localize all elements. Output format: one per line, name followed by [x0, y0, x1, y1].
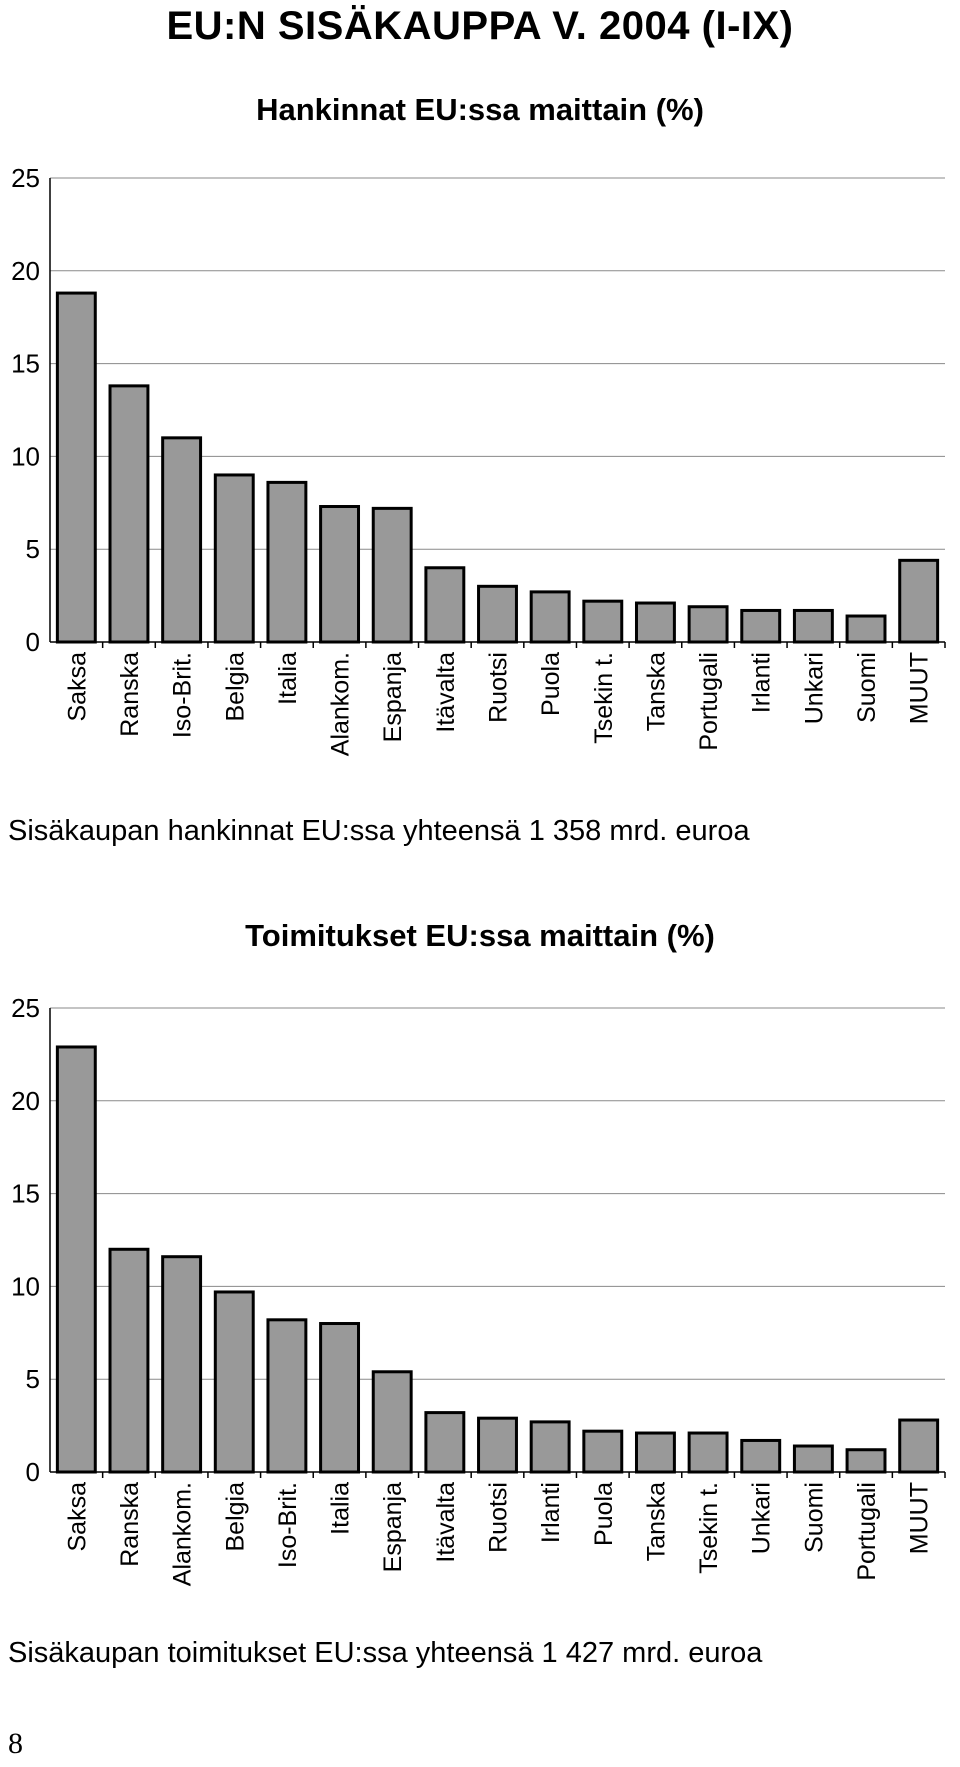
chart2-y-tick-label: 0: [25, 1457, 40, 1487]
chart2-category-label: Itävalta: [431, 1482, 460, 1563]
chart2-category-label: Ruotsi: [484, 1482, 513, 1553]
chart2-y-tick-label: 5: [25, 1364, 40, 1395]
chart2-y-tick-label: 10: [11, 1271, 40, 1302]
chart2-bar: [57, 1047, 95, 1472]
chart1-y-tick-label: 20: [11, 255, 40, 286]
chart2-category-label: MUUT: [905, 1482, 934, 1555]
chart2-title: Toimitukset EU:ssa maittain (%): [245, 918, 715, 953]
chart1-title: Hankinnat EU:ssa maittain (%): [256, 92, 704, 127]
chart2-bar: [373, 1372, 411, 1472]
chart1-y-tick-label: 25: [11, 163, 40, 193]
chart1-category-label: Ruotsi: [484, 652, 513, 723]
chart2-category-label: Irlanti: [537, 1482, 566, 1544]
chart2-bar: [847, 1450, 885, 1472]
chart2-bar: [110, 1249, 148, 1472]
chart1-category-label: Belgia: [221, 652, 250, 722]
chart2-category-label: Saksa: [63, 1482, 92, 1552]
chart2-bar: [584, 1431, 622, 1472]
chart2-y-tick-label: 25: [11, 993, 40, 1023]
chart1-category-label: Irlanti: [747, 652, 776, 714]
chart2-bar: [636, 1433, 674, 1472]
chart1-category-label: Portugali: [695, 652, 724, 751]
chart2-bar: [426, 1413, 464, 1472]
chart2-category-label: Unkari: [747, 1482, 776, 1555]
chart2-category-label: Espanja: [379, 1482, 408, 1573]
chart2-category-label: Ranska: [115, 1482, 144, 1567]
chart2-bar: [900, 1420, 938, 1472]
chart2-category-label: Tsekin t.: [695, 1482, 724, 1574]
chart2-bar: [689, 1433, 727, 1472]
chart2-bar: [163, 1257, 201, 1472]
chart1-category-label: Tanska: [642, 652, 671, 732]
chart1-category-label: Saksa: [63, 652, 92, 722]
page-title: EU:N SISÄKAUPPA V. 2004 (I-IX): [166, 4, 794, 48]
chart2-category-label: Tanska: [642, 1482, 671, 1562]
chart2-bar: [742, 1440, 780, 1472]
chart1-category-label: MUUT: [905, 652, 934, 725]
chart2-category-label: Suomi: [800, 1482, 829, 1553]
chart2-category-label: Italia: [326, 1482, 355, 1535]
chart1-category-label: Unkari: [800, 652, 829, 725]
chart1-total-note: Sisäkaupan hankinnat EU:ssa yhteensä 1 358 mrd. euroa: [8, 815, 750, 847]
chart2-bar: [794, 1446, 832, 1472]
chart2-category-label: Portugali: [853, 1482, 882, 1581]
chart1-category-label: Tsekin t.: [589, 652, 618, 744]
chart1-category-label: Puola: [537, 652, 566, 716]
chart2-total-note: Sisäkaupan toimitukset EU:ssa yhteensä 1 427 mrd. euroa: [8, 1637, 763, 1669]
chart1-category-label: Italia: [273, 652, 302, 705]
chart2-bar: [321, 1324, 359, 1472]
chart1-category-label: Iso-Brit.: [168, 652, 197, 739]
chart2-category-label: Iso-Brit.: [273, 1482, 302, 1569]
chart1-category-label: Espanja: [379, 652, 408, 743]
chart2-bar: [268, 1320, 306, 1472]
chart1-category-label: Itävalta: [431, 652, 460, 733]
chart2-y-tick-label: 20: [11, 1085, 40, 1116]
chart2-bar: [531, 1422, 569, 1472]
chart2-category-label: Puola: [589, 1482, 618, 1546]
chart1-category-label: Alankom.: [326, 652, 355, 757]
chart2-category-label: Belgia: [221, 1482, 250, 1552]
chart1-y-tick-label: 0: [25, 627, 40, 657]
chart1-y-tick-label: 10: [11, 441, 40, 472]
chart2-y-tick-label: 15: [11, 1178, 40, 1209]
chart1-y-tick-label: 15: [11, 348, 40, 379]
chart1-y-tick-label: 5: [25, 534, 40, 565]
page-number: 8: [8, 1727, 23, 1760]
chart2-bar: [479, 1418, 517, 1472]
chart2-category-label: Alankom.: [168, 1482, 197, 1587]
chart2-bar: [215, 1292, 253, 1472]
chart1-category-label: Suomi: [853, 652, 882, 723]
chart1-category-label: Ranska: [115, 652, 144, 737]
